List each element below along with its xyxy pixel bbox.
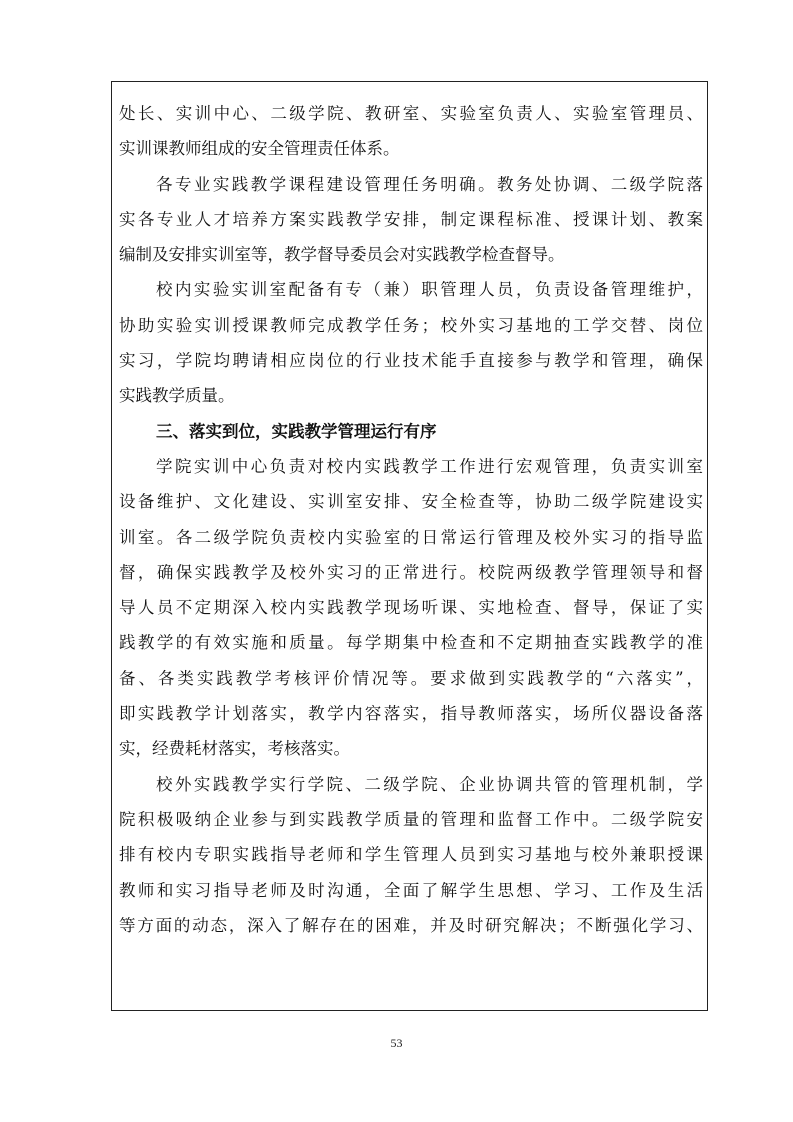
document-frame	[111, 81, 708, 1011]
text-line: 实各专业人才培养方案实践教学安排，制定课程标准、授课计划、教案	[119, 209, 703, 229]
text-line: 编制及安排实训室等，教学督导委员会对实践教学检查督导。	[119, 245, 565, 265]
paragraph-start-line: 各专业实践教学课程建设管理任务明确。教务处协调、二级学院落	[156, 174, 703, 194]
text-line: 实习，学院均聘请相应岗位的行业技术能手直接参与教学和管理，确保	[119, 351, 703, 371]
paragraph-start-line: 学院实训中心负责对校内实践教学工作进行宏观管理，负责实训室	[156, 456, 703, 476]
text-line: 导人员不定期深入校内实践教学现场听课、实地检查、督导，保证了实	[119, 598, 703, 618]
text-line: 备、各类实践教学考核评价情况等。要求做到实践教学的“六落实”，	[119, 668, 703, 688]
text-line: 即实践教学计划落实，教学内容落实，指导教师落实，场所仪器设备落	[119, 704, 703, 724]
text-line: 实，经费耗材落实，考核落实。	[119, 739, 350, 759]
text-line: 处长、实训中心、二级学院、教研室、实验室负责人、实验室管理员、	[119, 104, 703, 123]
text-line: 排有校内专职实践指导老师和学生管理人员到实习基地与校外兼职授课	[119, 845, 703, 865]
section-heading: 三、落实到位，实践教学管理运行有序	[156, 421, 437, 441]
text-line: 设备维护、文化建设、实训室安排、安全检查等，协助二级学院建设实	[119, 492, 703, 512]
text-line: 院积极吸纳企业参与到实践教学质量的管理和监督工作中。二级学院安	[119, 809, 703, 829]
text-line: 实践教学质量。	[119, 386, 235, 406]
text-line: 教师和实习指导老师及时沟通，全面了解学生思想、学习、工作及生活	[119, 880, 703, 900]
paragraph-start-line: 校内实验实训室配备有专（兼）职管理人员，负责设备管理维护，	[156, 280, 703, 300]
text-line: 等方面的动态，深入了解存在的困难，并及时研究解决；不断强化学习、	[119, 915, 703, 935]
text-line: 协助实验实训授课教师完成教学任务；校外实习基地的工学交替、岗位	[119, 315, 703, 335]
paragraph-start-line: 校外实践教学实行学院、二级学院、企业协调共管的管理机制，学	[156, 774, 703, 794]
text-line: 践教学的有效实施和质量。每学期集中检查和不定期抽查实践教学的准	[119, 633, 703, 653]
text-line: 实训课教师组成的安全管理责任体系。	[119, 139, 400, 159]
text-line: 训室。各二级学院负责校内实验室的日常运行管理及校外实习的指导监	[119, 527, 703, 547]
page-number: 53	[390, 1036, 403, 1050]
text-line: 督，确保实践教学及校外实习的正常进行。校院两级教学管理领导和督	[119, 562, 703, 582]
document-body	[119, 96, 703, 943]
